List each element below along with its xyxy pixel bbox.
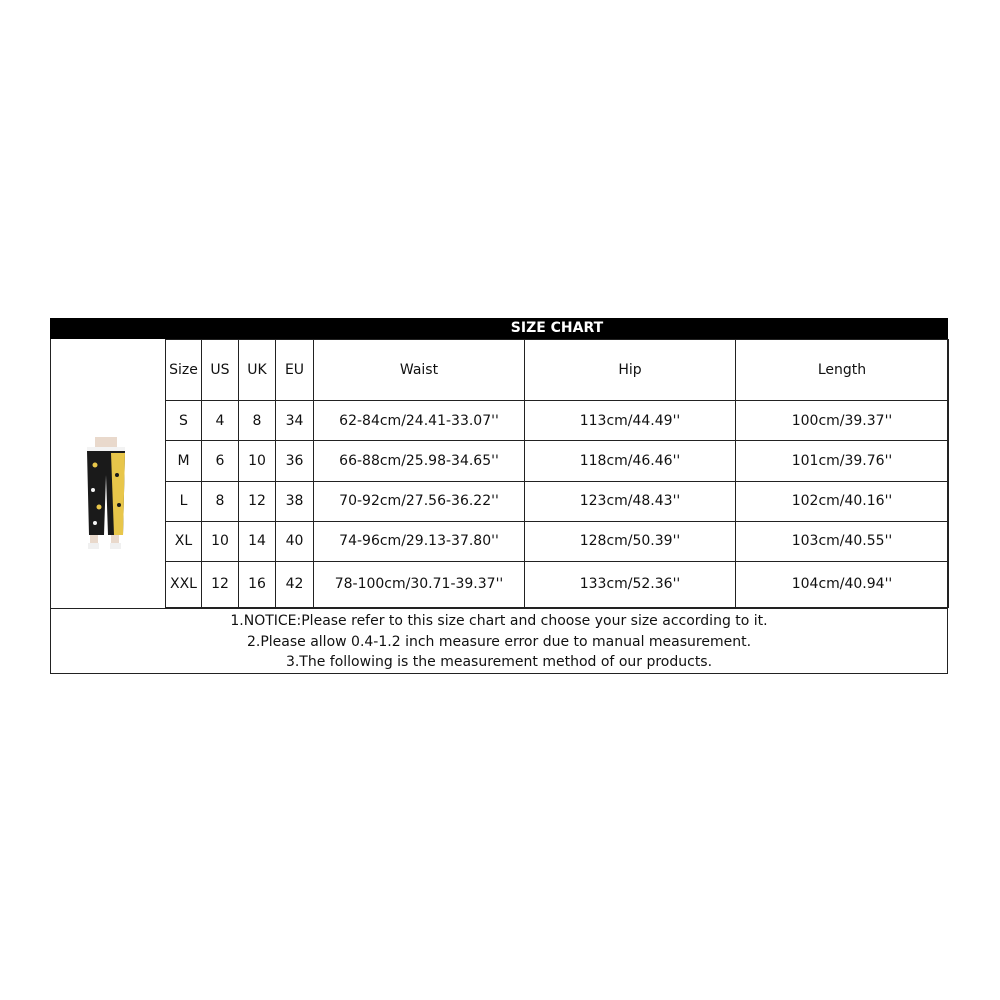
cell-eu: 36 (276, 441, 314, 481)
size-table (165, 339, 949, 608)
cell-hip: 133cm/52.36'' (525, 561, 736, 607)
cell-eu: 38 (276, 481, 314, 521)
size-chart (50, 318, 948, 674)
table-header-row (166, 340, 949, 401)
cell-size: S (166, 401, 202, 441)
note-line: 2.Please allow 0.4-1.2 inch measure error due to manual measurement. (246, 633, 752, 650)
product-photo-cell (51, 339, 165, 608)
cell-eu: 34 (276, 401, 314, 441)
cell-waist: 62-84cm/24.41-33.07'' (314, 401, 525, 441)
cell-us: 8 (202, 481, 239, 521)
cell-eu: 42 (276, 561, 314, 607)
cell-us: 12 (202, 561, 239, 607)
table-row (166, 481, 949, 521)
cell-hip: 128cm/50.39'' (525, 521, 736, 561)
cell-size: XXL (166, 561, 202, 607)
size-chart-body (50, 339, 948, 608)
cell-size: L (166, 481, 202, 521)
cell-size: M (166, 441, 202, 481)
cell-us: 6 (202, 441, 239, 481)
table-row (166, 401, 949, 441)
cell-waist: 74-96cm/29.13-37.80'' (314, 521, 525, 561)
cell-length: 102cm/40.16'' (736, 481, 949, 521)
cell-hip: 118cm/46.46'' (525, 441, 736, 481)
table-row (166, 441, 949, 481)
header-size: Size (166, 340, 202, 401)
header-uk: UK (239, 340, 276, 401)
cell-uk: 10 (239, 441, 276, 481)
table-row (166, 561, 949, 607)
product-photo-pants (81, 435, 131, 555)
header-length: Length (736, 340, 949, 401)
note-line: 3.The following is the measurement method of our products. (285, 654, 713, 670)
cell-hip: 123cm/48.43'' (525, 481, 736, 521)
cell-length: 100cm/39.37'' (736, 401, 949, 441)
cell-uk: 16 (239, 561, 276, 607)
cell-length: 101cm/39.76'' (736, 441, 949, 481)
size-notes (50, 608, 948, 674)
header-eu: EU (276, 340, 314, 401)
header-us: US (202, 340, 239, 401)
cell-uk: 14 (239, 521, 276, 561)
cell-us: 4 (202, 401, 239, 441)
cell-hip: 113cm/44.49'' (525, 401, 736, 441)
table-row (166, 521, 949, 561)
cell-length: 103cm/40.55'' (736, 521, 949, 561)
cell-uk: 8 (239, 401, 276, 441)
size-chart-title: SIZE CHART (50, 318, 948, 339)
cell-waist: 78-100cm/30.71-39.37'' (314, 561, 525, 607)
cell-waist: 66-88cm/25.98-34.65'' (314, 441, 525, 481)
cell-size: XL (166, 521, 202, 561)
note-line: 1.NOTICE:Please refer to this size chart and choose your size according to it. (230, 613, 768, 629)
header-waist: Waist (314, 340, 525, 401)
cell-eu: 40 (276, 521, 314, 561)
cell-waist: 70-92cm/27.56-36.22'' (314, 481, 525, 521)
header-hip: Hip (525, 340, 736, 401)
cell-length: 104cm/40.94'' (736, 561, 949, 607)
cell-uk: 12 (239, 481, 276, 521)
cell-us: 10 (202, 521, 239, 561)
